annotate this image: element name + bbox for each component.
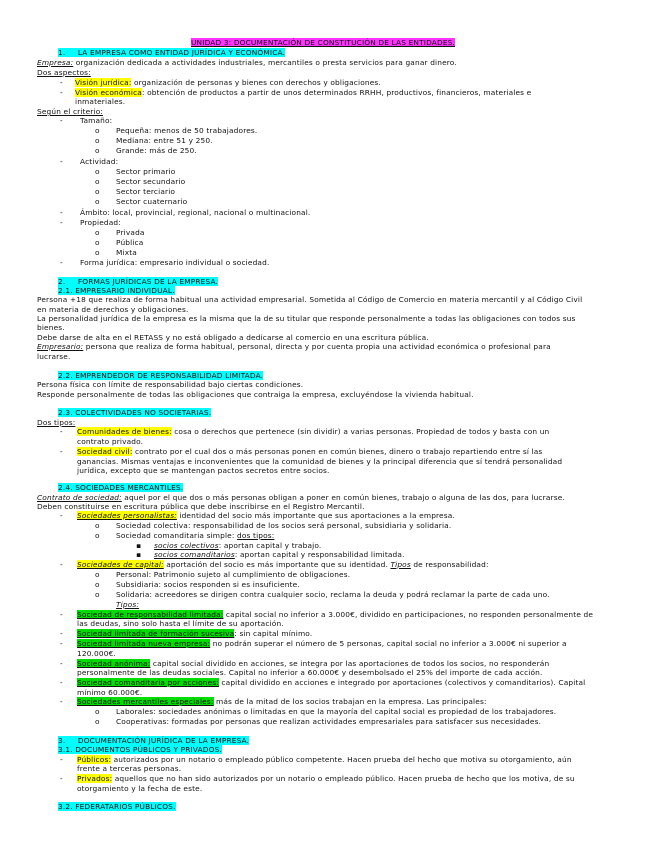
bullet-dash: -	[60, 629, 63, 638]
bullet-dash: -	[60, 78, 63, 87]
bullet-dash: -	[60, 755, 63, 764]
paragraph-line: contrato privado.	[77, 437, 144, 446]
bullet-dash: -	[60, 258, 63, 267]
contrato-sociedad-definition: Contrato de sociedad: aquel por el que dos o más personas obligan a poner en común bienes, trabajo o alguna de las dos, para lucrarse.	[37, 493, 565, 502]
paragraph-line: frente a terceras personas.	[77, 764, 182, 773]
socios-colectivos-item: socios colectivos: aportan capital y trabajo.	[154, 541, 322, 550]
vision-economica-item: Visión económica: obtención de productos a partir de unos determinados RRHH, productivos, financieros, materiales e	[75, 88, 532, 97]
publicos-item: Públicos: autorizados por un notario o empleado público competente. Hacen prueba del hecho que motiva su otorgamiento, aún	[77, 755, 572, 764]
paragraph-line: mínimo 60.000€.	[77, 688, 143, 697]
personal-item: Personal: Patrimonio sujeto al cumplimiento de obligaciones.	[116, 570, 351, 579]
bullet-dash: -	[60, 639, 63, 648]
paragraph-line: ganancias. Mismas ventajas e inconvenientes que la comunidad de bienes y la principal diferencia que sí tendrá personalidad	[77, 457, 563, 466]
bullet-o: o	[95, 717, 100, 726]
document-title: UNIDAD 3: DOCUMENTACIÓN DE CONSTITUCIÓN DE LAS ENTIDADES.	[191, 38, 455, 47]
sociedad-colectiva-item: Sociedad colectiva: responsabilidad de los socios será personal, subsidiaria y solidaria.	[116, 521, 452, 530]
subsection-2-2-heading: 2.2. EMPRENDEDOR DE RESPONSABILIDAD LIMITADA.	[58, 371, 264, 380]
solidaria-item: Solidaria: acreedores se dirigen contra cualquier socio, reclama la deuda y podrá reclamar la parte de cada uno.	[116, 590, 550, 599]
bullet-square: ▪	[136, 541, 142, 550]
bullet-o: o	[95, 238, 100, 247]
mercantiles-especiales-item: Sociedades mercantiles especiales: más de la mitad de los socios trabajan en la empresa. Las principales:	[77, 697, 487, 706]
paragraph-line: bienes.	[37, 323, 65, 332]
section-1-heading: 1. LA EMPRESA COMO ENTIDAD JURÍDICA Y ECONÓMICA.	[58, 48, 286, 57]
paragraph-line: Persona física con límite de responsabilidad bajo ciertas condiciones.	[37, 380, 304, 389]
paragraph-line: jurídica, excepto que se mantengan pactos secretos entre socios.	[77, 466, 330, 475]
tipos-label: Tipos:	[116, 600, 140, 609]
sociedades-capital-item: Sociedades de capital: aportación del socio es más importante que su identidad. Tipos de responsabilidad:	[77, 560, 489, 569]
bullet-o: o	[95, 136, 100, 145]
subsection-3-2-heading: 3.2. FEDERATARIOS PÚBLICOS.	[58, 802, 176, 811]
subsection-2-3-heading: 2.3. COLECTIVIDADES NO SOCIETARIAS.	[58, 408, 212, 417]
bullet-dash: -	[60, 208, 63, 217]
grande-item: Grande: más de 250.	[116, 146, 197, 155]
forma-juridica-item: Forma jurídica: empresario individual o sociedad.	[80, 258, 270, 267]
comanditaria-acciones-item: Sociedad comanditaria por acciones: capital dividido en acciones e integrado por aportaciones (colectivos y comanditarios). Capital	[77, 678, 586, 687]
section-2-heading: 2. FORMAS JURÍDICAS DE LA EMPRESA.	[58, 277, 219, 286]
sociedad-formacion-sucesiva-item: Sociedad limitada de formación sucesiva: sin capital mínimo.	[77, 629, 313, 638]
bullet-o: o	[95, 187, 100, 196]
vision-economica-cont: inmateriales.	[75, 97, 126, 106]
paragraph-line: las deudas, sino solo hasta el límite de su aportación.	[77, 619, 284, 628]
sociedad-nueva-empresa-item: Sociedad limitada nueva empresa: no podrán superar el número de 5 personas, capital social no inferior a 3.000€ ni superior a	[77, 639, 567, 648]
paragraph-line: lucrarse.	[37, 352, 71, 361]
pequena-item: Pequeña: menos de 50 trabajadores.	[116, 126, 258, 135]
bullet-o: o	[95, 167, 100, 176]
bullet-o: o	[95, 570, 100, 579]
section-3-heading: 3. DOCUMENTACIÓN JURÍDICA DE LA EMPRESA.	[58, 736, 250, 745]
sociedad-anonima-item: Sociedad anónima: capital social dividido en acciones, se integra por las aportaciones de todos los socios, no responderán	[77, 659, 550, 668]
bullet-o: o	[95, 580, 100, 589]
comunidades-bienes-item: Comunidades de bienes: cosa o derechos que pertenece (sin dividir) a varias personas. Propiedad de todos y basta con un	[77, 427, 550, 436]
paragraph-line: Persona +18 que realiza de forma habitual una actividad empresarial. Sometida al Código de Comercio en materia mercantil y al Código Civil	[37, 295, 583, 304]
empresa-definition: Empresa: organización dedicada a actividades industriales, mercantiles o presta servicios para ganar dinero.	[37, 58, 457, 67]
propiedad-item: Propiedad:	[80, 218, 121, 227]
paragraph-line: La personalidad jurídica de la empresa es la misma que la de su titular que responde personalmente a todas las obligaciones con todos sus	[37, 314, 576, 323]
actividad-item: Actividad:	[80, 157, 119, 166]
bullet-dash: -	[60, 610, 63, 619]
bullet-dash: -	[60, 511, 63, 520]
sociedad-civil-item: Sociedad civil: contrato por el cual dos o más personas ponen en común bienes, dinero o trabajo repartiendo entre sí las	[77, 447, 543, 456]
subsection-3-1-heading: 3.1. DOCUMENTOS PÚBLICOS Y PRIVADOS.	[58, 745, 222, 754]
bullet-o: o	[95, 177, 100, 186]
vision-juridica-item: Visión jurídica: organización de personas y bienes con derechos y obligaciones.	[75, 78, 381, 87]
sociedades-personalistas-item: Sociedades personalistas: identidad del socio más importante que sus aportaciones a la empresa.	[77, 511, 455, 520]
laborales-item: Laborales: sociedades anónimas o limitadas en que la mayoría del capital social es propiedad de los trabajadores.	[116, 707, 557, 716]
bullet-square: ▪	[136, 550, 142, 559]
paragraph-line: Deben constituirse en escritura pública que debe inscribirse en el Registro Mercantil.	[37, 502, 365, 511]
bullet-dash: -	[60, 157, 63, 166]
publica-item: Pública	[116, 238, 144, 247]
sector-cuaternario-item: Sector cuaternario	[116, 197, 188, 206]
socios-comanditarios-item: socios comanditarios: aportan capital y responsabilidad limitada.	[154, 550, 405, 559]
bullet-dash: -	[60, 447, 63, 456]
bullet-dash: -	[60, 560, 63, 569]
tamano-item: Tamaño:	[80, 116, 113, 125]
segun-criterio-label: Según el criterio:	[37, 107, 104, 116]
paragraph-line: Debe darse de alta en el RETASS y no está obligado a dedicarse al comercio en una escritura pública.	[37, 333, 429, 342]
sociedad-comanditaria-item: Sociedad comanditaria simple: dos tipos:	[116, 531, 275, 540]
bullet-dash: -	[60, 659, 63, 668]
bullet-o: o	[95, 197, 100, 206]
paragraph-line: en materia de derechos y obligaciones.	[37, 305, 189, 314]
bullet-dash: -	[60, 774, 63, 783]
bullet-dash: -	[60, 427, 63, 436]
paragraph-line: 120.000€.	[77, 649, 116, 658]
bullet-o: o	[95, 248, 100, 257]
bullet-o: o	[95, 228, 100, 237]
empresario-definition: Empresario: persona que realiza de forma habitual, personal, directa y por cuenta propia una actividad económica o profesional para	[37, 342, 551, 351]
paragraph-line: personalmente de las deudas sociales. Capital no inferior a 60.000€ y desembolsado el 25% del importe de cada acción.	[77, 668, 543, 677]
bullet-o: o	[95, 707, 100, 716]
dos-tipos-label: Dos tipos:	[37, 418, 76, 427]
subsection-2-4-heading: 2.4. SOCIEDADES MERCANTILES.	[58, 483, 184, 492]
bullet-o: o	[95, 126, 100, 135]
srl-item: Sociedad de responsabilidad limitada: capital social no inferior a 3.000€, dividido en participaciones, no responden personalmente de	[77, 610, 594, 619]
paragraph-line: Responde personalmente de todas las obligaciones que contraiga la empresa, excluyéndose la vivienda habitual.	[37, 390, 474, 399]
bullet-o: o	[95, 521, 100, 530]
cooperativas-item: Cooperativas: formadas por personas que realizan actividades empresariales para satisfacer sus necesidades.	[116, 717, 542, 726]
bullet-o: o	[95, 146, 100, 155]
bullet-dash: -	[60, 697, 63, 706]
bullet-dash: -	[60, 116, 63, 125]
bullet-o: o	[95, 531, 100, 540]
bullet-dash: -	[60, 88, 63, 97]
subsidiaria-item: Subsidiaria: socios responden si es insuficiente.	[116, 580, 300, 589]
paragraph-line: otorgamiento y la fecha de este.	[77, 784, 203, 793]
subsection-2-1-heading: 2.1. EMPRESARIO INDIVIDUAL.	[58, 286, 175, 295]
privados-item: Privados: aquellos que no han sido autorizados por un notario o empleado público. Hacen prueba de hecho que los motiva, de su	[77, 774, 575, 783]
mediana-item: Mediana: entre 51 y 250.	[116, 136, 213, 145]
mixta-item: Mixta	[116, 248, 137, 257]
ambito-item: Ámbito: local, provincial, regional, nacional o multinacional.	[80, 208, 311, 217]
bullet-o: o	[95, 590, 100, 599]
dos-aspectos-label: Dos aspectos:	[37, 68, 91, 77]
sector-primario-item: Sector primario	[116, 167, 176, 176]
bullet-dash: -	[60, 678, 63, 687]
sector-terciario-item: Sector terciario	[116, 187, 176, 196]
privada-item: Privada	[116, 228, 145, 237]
sector-secundario-item: Sector secundario	[116, 177, 186, 186]
bullet-dash: -	[60, 218, 63, 227]
